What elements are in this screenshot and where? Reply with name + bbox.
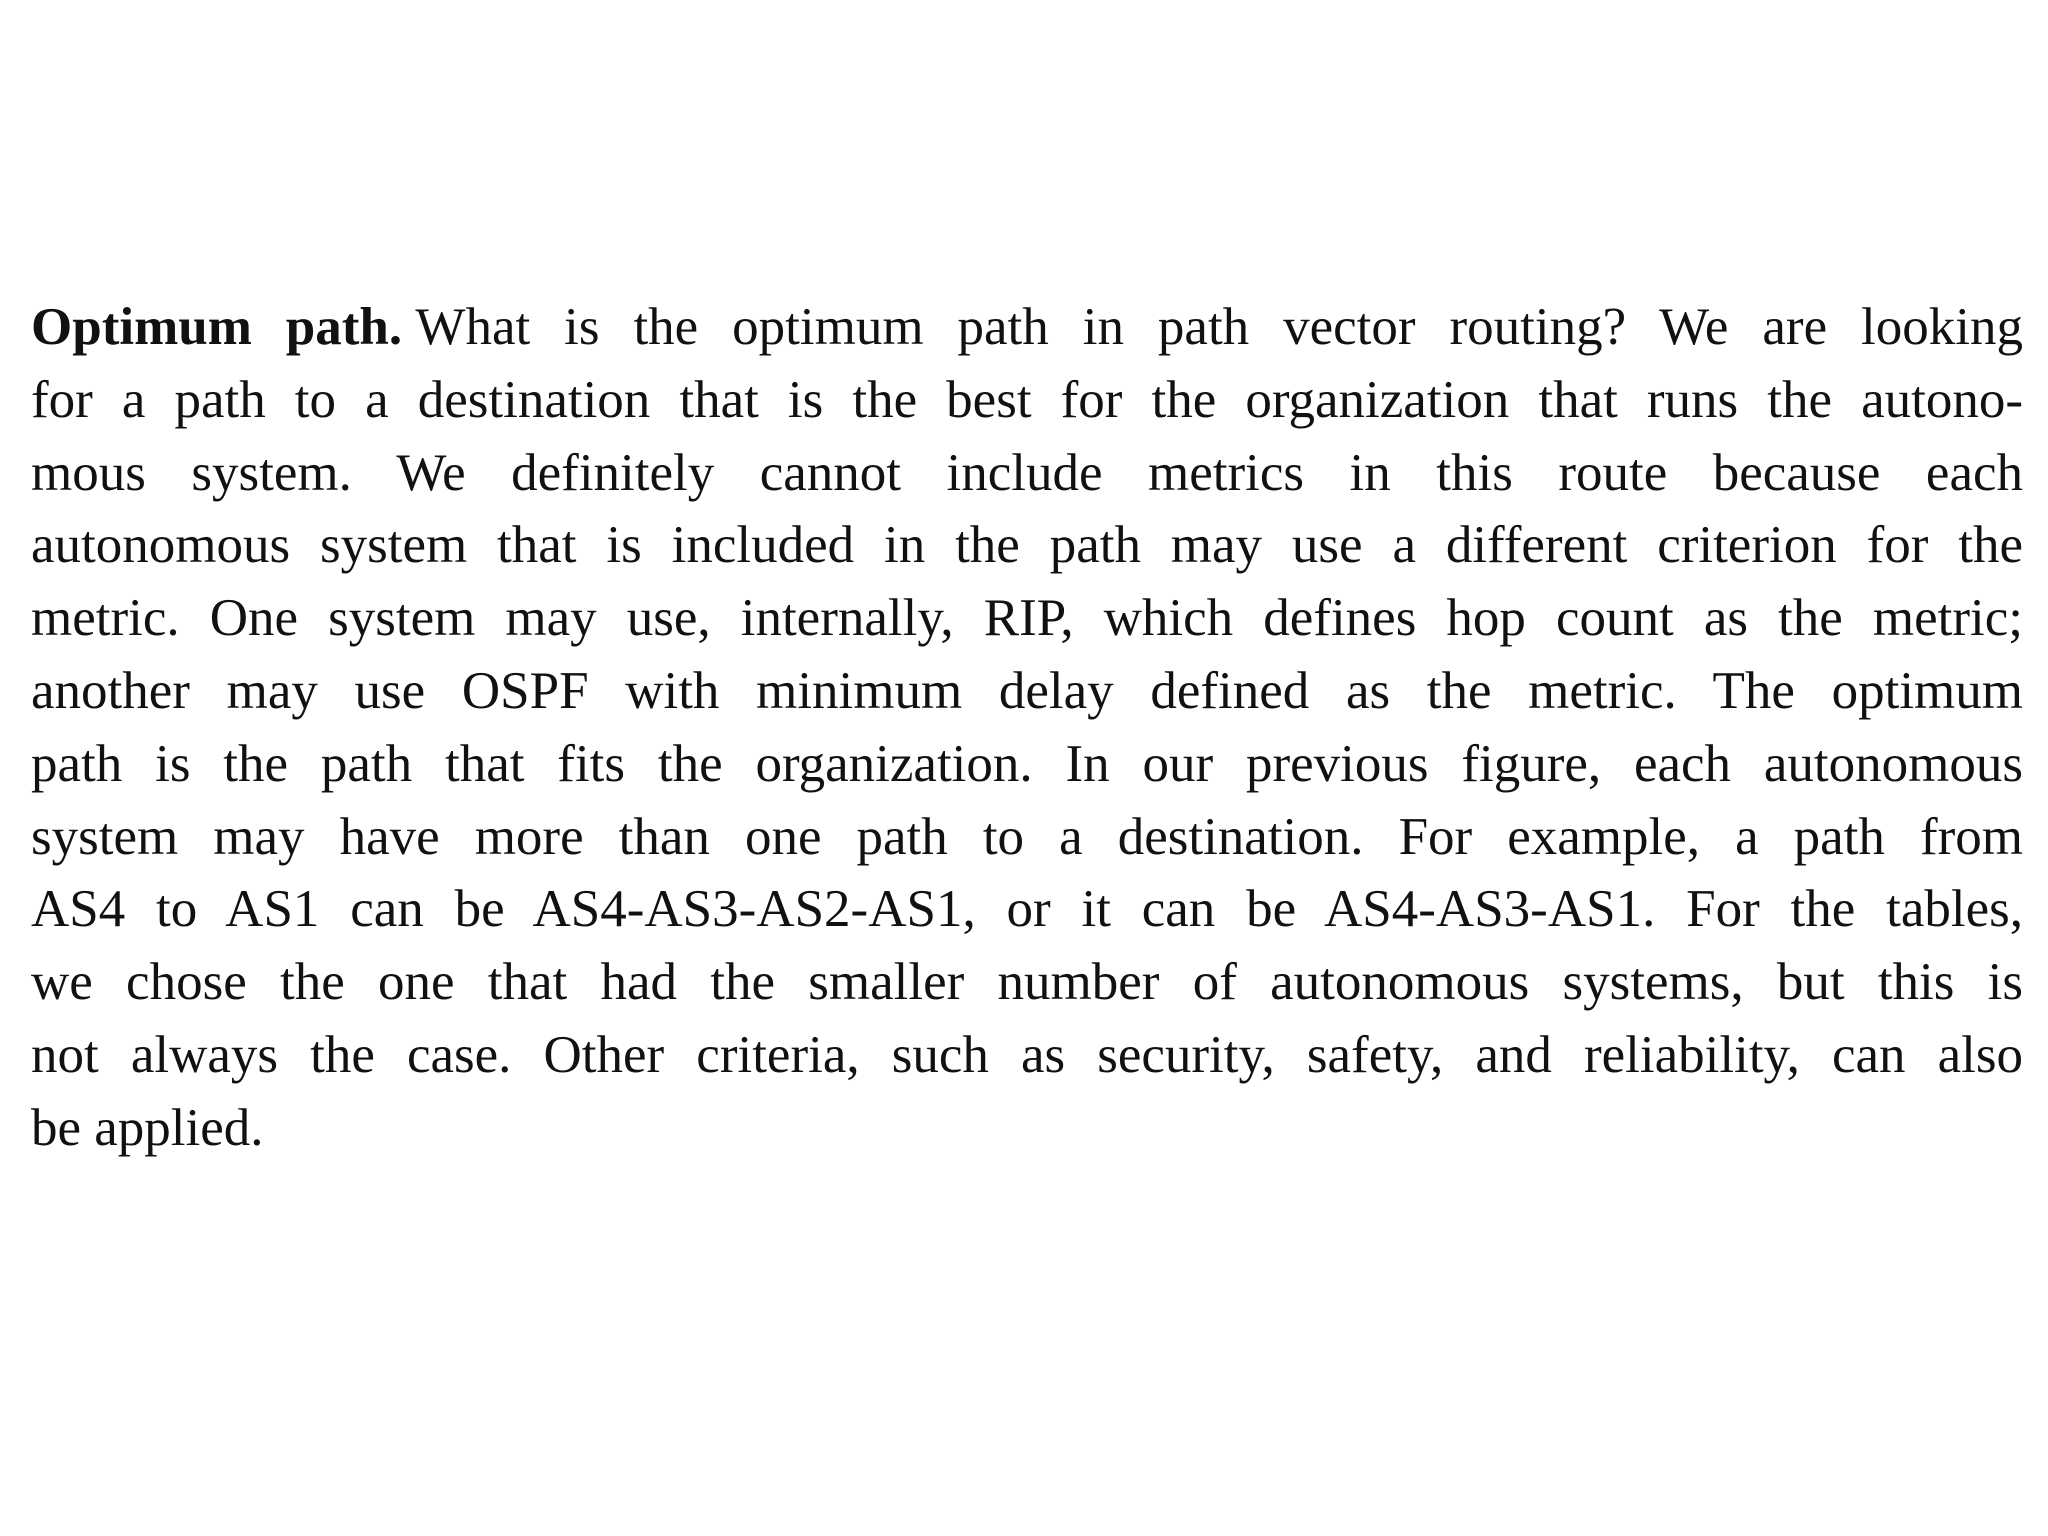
text-line: system may have more than one path to a destination. For example, a path from (31, 807, 2023, 866)
text-line: not always the case. Other criteria, such as security, safety, and reliability, can also (31, 1025, 2023, 1084)
text-line: mous system. We definitely cannot include metrics in this route because each (31, 443, 2023, 502)
text-line: be applied. (31, 1098, 264, 1157)
text-line: we chose the one that had the smaller number of autonomous systems, but this is (31, 953, 2023, 1012)
text-line: autonomous system that is included in the path may use a different criterion for the (31, 516, 2023, 575)
text-line: for a path to a destination that is the best for the organization that runs the autono- (31, 370, 2023, 429)
paragraph-optimum-path (31, 291, 2023, 1165)
text-line: AS4 to AS1 can be AS4-AS3-AS2-AS1, or it can be AS4-AS3-AS1. For the tables, (31, 880, 2023, 939)
text-line (31, 291, 2023, 364)
paragraph-heading: Optimum path. (31, 298, 403, 356)
text-line: another may use OSPF with minimum delay defined as the metric. The optimum (31, 661, 2023, 720)
text-line: path is the path that fits the organization. In our previous figure, each autonomous (31, 734, 2023, 793)
text-line-content: What is the optimum path in path vector routing? We are looking (415, 298, 2023, 356)
text-line: metric. One system may use, internally, RIP, which defines hop count as the metric; (31, 589, 2023, 648)
